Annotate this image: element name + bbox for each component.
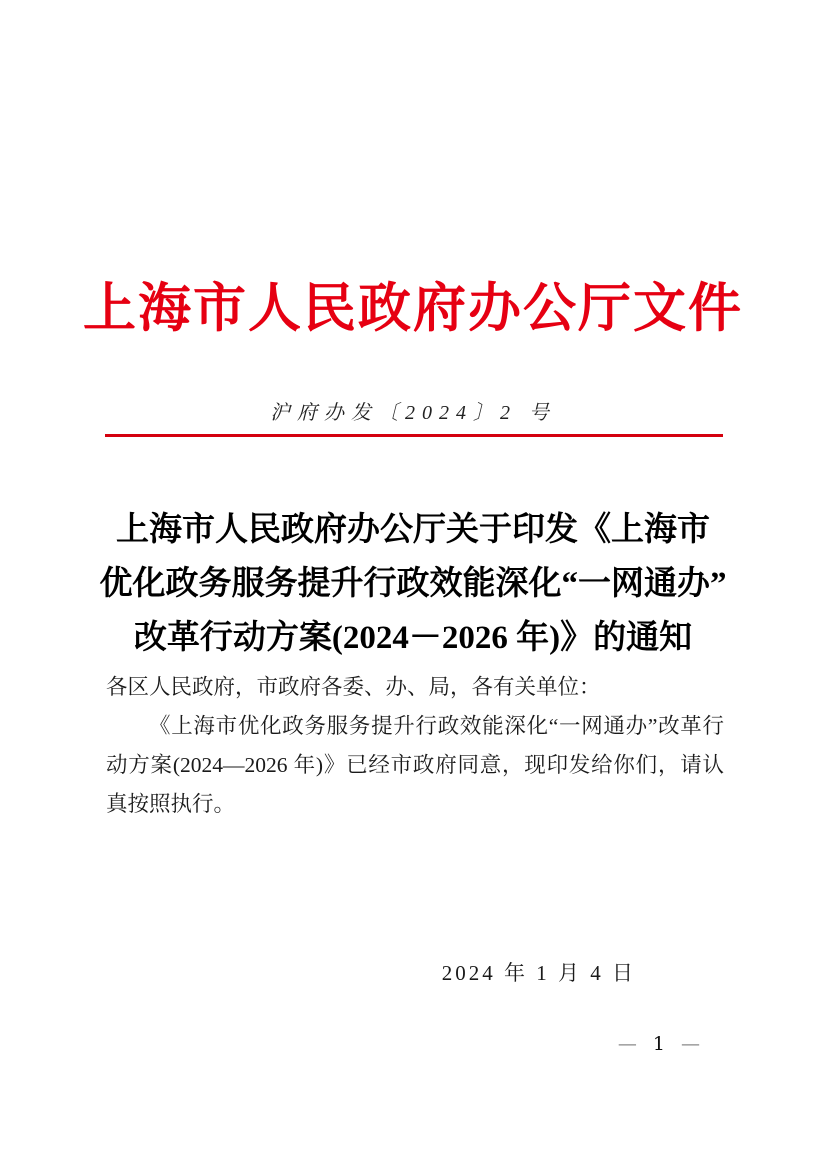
- red-divider-line: [105, 434, 723, 437]
- salutation-line: 各区人民政府，市政府各委、办、局，各有关单位：: [106, 675, 601, 699]
- document-title-line-3: 改革行动方案(2024－2026 年)》的通知: [133, 620, 693, 656]
- document-header-title: 上海市人民政府办公厅文件: [83, 280, 743, 338]
- body-paragraph: 《上海市优化政务服务提升行政效能深化“一网通办”改革行动方案(2024—2026 年)》已经市政府同意，现印发给你们，请认真按照执行。: [106, 714, 724, 816]
- page-number-right-dash: —: [681, 1033, 700, 1055]
- document-date: 2024 年 1 月 4 日: [441, 961, 636, 985]
- document-body: [106, 668, 724, 824]
- document-reference-number: 沪府办发〔2024〕2 号: [270, 402, 556, 424]
- page-number: [618, 1033, 700, 1055]
- page-number-left-dash: —: [617, 1033, 637, 1055]
- document-title: [63, 503, 763, 665]
- document-title-line-1: 上海市人民政府办公厅关于印发《上海市: [116, 512, 710, 548]
- document-title-line-2: 优化政务服务提升行政效能深化“一网通办”: [99, 566, 727, 602]
- page-number-value: 1: [652, 1033, 665, 1055]
